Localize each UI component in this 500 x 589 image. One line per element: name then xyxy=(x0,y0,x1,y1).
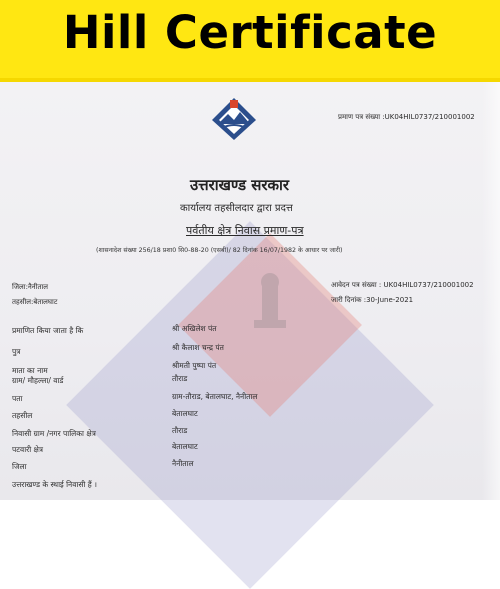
district-label: जिला:नैनीताल xyxy=(12,283,49,291)
uttarakhand-emblem-icon xyxy=(210,96,258,142)
row-value: ग्राम-तौराड, बेतालघाट, नैनीताल xyxy=(172,392,258,401)
certificate-title: पर्वतीय क्षेत्र निवास प्रमाण-पत्र xyxy=(186,224,304,237)
row-value: श्री अखिलेश पंत xyxy=(172,324,217,333)
row-label: तहसील xyxy=(12,411,33,420)
row-label: पुत्र xyxy=(12,347,21,356)
row-label: ग्राम/ मौहल्ला/ वार्ड xyxy=(12,376,64,385)
banner-title: Hill Certificate xyxy=(62,6,438,59)
row-label: पता xyxy=(12,394,23,403)
paper-edge-shade xyxy=(482,82,500,500)
row-value: बेतालघाट xyxy=(172,409,198,418)
tehsil-label: तहसील:बेतालघाट xyxy=(12,298,58,306)
certificate-number: प्रमाण पत्र संख्या :UK04HIL0737/210001002 xyxy=(338,113,475,121)
row-label: पटवारी क्षेत्र xyxy=(12,445,44,454)
government-heading: उत्तराखण्ड सरकार xyxy=(190,176,290,194)
row-label: माता का नाम xyxy=(12,366,48,375)
ashoka-emblem-watermark-icon xyxy=(240,270,300,340)
row-value: नैनीताल xyxy=(172,459,194,468)
issue-date: जारी दिनांक :30-June-2021 xyxy=(331,296,414,304)
order-reference: (शासनादेश संख्या 256/18 प्रशा0 सि0-88-20 (एसबी)/ 82 दिनांक 16/07/1982 के आधार पर जारी) xyxy=(96,247,343,254)
title-banner xyxy=(0,0,500,82)
row-label: प्रमाणित किया जाता है कि xyxy=(12,326,84,335)
row-value: बेतालघाट xyxy=(172,442,198,451)
row-label: निवासी ग्राम /नगर पालिका क्षेत्र xyxy=(12,429,96,438)
row-label: उत्तराखण्ड के स्थाई निवासी हैं । xyxy=(12,480,97,489)
application-number: आवेदन पत्र संख्या : UK04HIL0737/210001002 xyxy=(331,281,474,289)
row-value: तौराड xyxy=(172,374,188,383)
row-value: तौराड xyxy=(172,426,188,435)
row-label: जिला xyxy=(12,462,27,471)
row-value: श्रीमती पुष्पा पंत xyxy=(172,361,217,370)
office-line: कार्यालय तहसीलदार द्वारा प्रदत्त xyxy=(180,203,293,214)
row-value: श्री कैलाश चन्द्र पंत xyxy=(172,343,224,352)
